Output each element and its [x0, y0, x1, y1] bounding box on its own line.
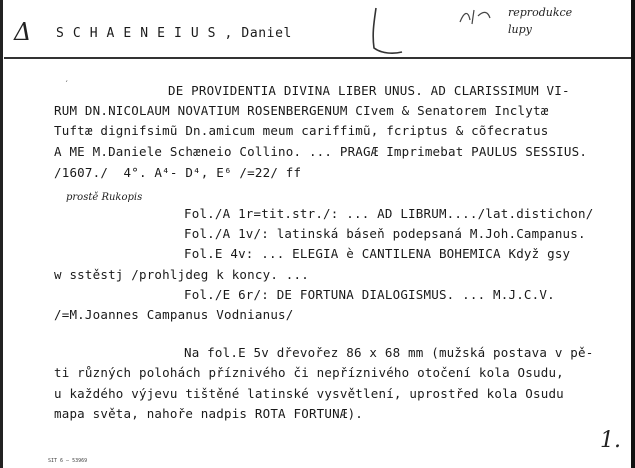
text-line-10: Fol./E 6r/: DE FORTUNA DIALOGISMUS. ... M.J.C.V. — [184, 287, 555, 302]
text-line-13: ti různých polohách příznivého či nepříznivého otočení kola Osudu, — [54, 365, 564, 380]
header-rule — [4, 57, 631, 59]
text-line-2: RUM DN.NICOLAUM NOVATIUM ROSENBERGENUM CIvem & Senatorem Inclytæ — [54, 103, 549, 118]
author-heading: S C H A E N E I U S , Daniel — [56, 26, 292, 41]
text-line-9: w sstěstj /prohljdeg k koncy. ... — [54, 267, 309, 282]
text-line-7: Fol./A 1v/: latinská báseň podepsaná M.Joh.Campanus. — [184, 226, 586, 241]
text-line-14: u každého výjevu tištěné latinské vysvětlení, uprostřed kola Osudu — [54, 386, 564, 401]
small-tick-mark: ′ — [64, 80, 70, 90]
text-line-15: mapa světa, nahoře nadpis ROTA FORTUNÆ). — [54, 406, 364, 421]
text-line-4: A ME M.Daniele Schæneio Collino. ... PRAGÆ Imprimebat PAULUS SESSIUS. — [54, 144, 588, 159]
text-line-3: Tuftæ dignifsimũ Dn.amicum meum cariffimũ, fcriptus & cõfecratus — [54, 123, 549, 138]
card-left-edge — [0, 0, 3, 468]
text-line-1: DE PROVIDENTIA DIVINA LIBER UNUS. AD CLARISSIMUM VI- — [168, 83, 570, 98]
handwritten-number: 1. — [600, 428, 621, 453]
text-line-12: Na fol.E 5v dřevořez 86 x 68 mm (mužská postava v pě- — [184, 345, 594, 360]
index-letter: Δ — [14, 18, 32, 46]
text-line-5: /1607./ 4°. A⁴- D⁴, E⁶ /=22/ ff — [54, 165, 302, 180]
handwritten-note-top-right: reprodukce lupy — [508, 6, 573, 36]
text-line-8: Fol.E 4v: ... ELEGIA è CANTILENA BOHEMICA Když gsy — [184, 246, 571, 261]
text-line-6: Fol./A 1r=tit.str./: ... AD LIBRUM..../lat.distichon/ — [184, 206, 594, 221]
handwritten-note-left: prostě Rukopis — [66, 192, 143, 203]
form-code: SIT 6 — 53969 — [48, 458, 88, 464]
pencil-bracket-mark — [360, 4, 420, 60]
card-right-edge — [631, 0, 635, 468]
text-line-11: /=M.Joannes Campanus Vodnianus/ — [54, 307, 294, 322]
pencil-scribble-mark — [456, 6, 496, 28]
